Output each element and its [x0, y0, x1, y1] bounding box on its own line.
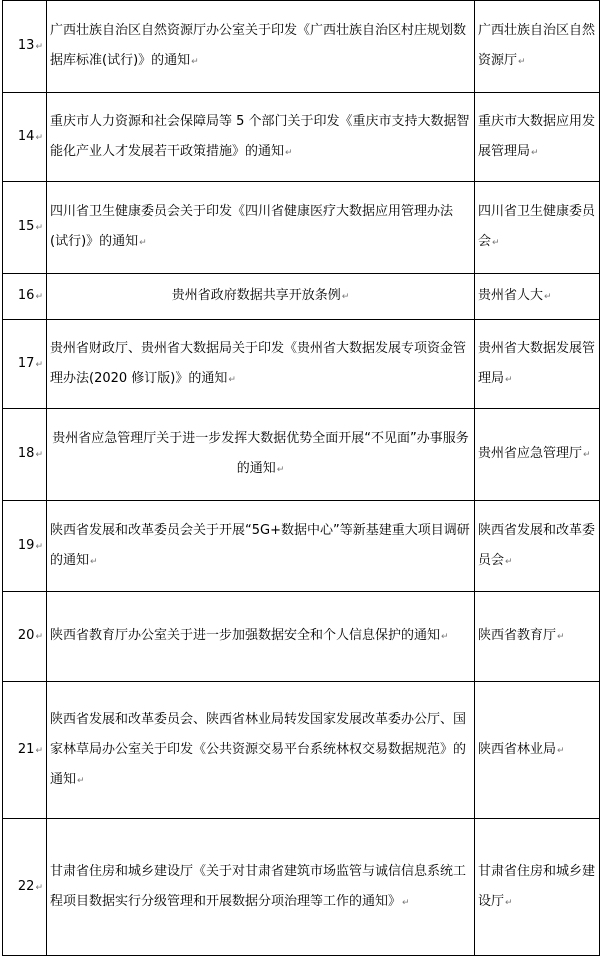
paragraph-mark-icon: ↵: [402, 897, 410, 908]
document-title: [47, 501, 475, 592]
table-row: [3, 819, 600, 956]
issuing-agency-text: 四川省卫生健康委员会: [478, 204, 596, 249]
paragraph-mark-icon: ↵: [35, 541, 43, 552]
row-number: [3, 182, 47, 274]
table-row: [3, 320, 600, 409]
issuing-agency-text: 贵州省大数据发展管理局: [478, 340, 596, 386]
document-title: [47, 93, 475, 182]
document-title: [47, 819, 475, 956]
row-number-text: 19: [17, 537, 35, 553]
paragraph-mark-icon: ↵: [492, 238, 500, 248]
table-row: [3, 501, 600, 592]
paragraph-mark-icon: ↵: [557, 745, 565, 756]
table-body: [3, 1, 600, 956]
issuing-agency-text: 重庆市大数据应用发展管理局: [478, 113, 596, 159]
paragraph-mark-icon: ↵: [35, 882, 43, 893]
paragraph-mark-icon: ↵: [35, 359, 43, 370]
issuing-agency-text: 贵州省应急管理厅: [478, 446, 583, 461]
table-row: [3, 1, 600, 93]
paragraph-mark-icon: ↵: [441, 632, 449, 642]
paragraph-mark-icon: ↵: [505, 556, 513, 567]
row-number-text: 20: [17, 628, 35, 643]
row-number-text: 14: [17, 128, 35, 144]
document-title: [47, 682, 475, 819]
row-number-text: 18: [17, 446, 35, 461]
paragraph-mark-icon: ↵: [35, 450, 43, 460]
table-row: [3, 592, 600, 682]
paragraph-mark-icon: ↵: [35, 223, 43, 233]
document-title-text: 广西壮族自治区自然资源厅办公室关于印发《广西壮族自治区村庄规划数据库标准(试行)》的通知: [50, 23, 467, 68]
table-row: [3, 182, 600, 274]
row-number-text: 17: [17, 355, 35, 371]
row-number-text: 21: [17, 741, 35, 757]
paragraph-mark-icon: ↵: [518, 57, 526, 67]
document-title: [47, 320, 475, 409]
paragraph-mark-icon: ↵: [90, 556, 98, 567]
issuing-agency-text: 陕西省发展和改革委员会: [478, 522, 596, 568]
issuing-agency: [475, 409, 600, 501]
row-number: [3, 592, 47, 682]
row-number: [3, 501, 47, 592]
document-title-text: 陕西省发展和改革委员会、陕西省林业局转发国家发展改革委办公厅、国家林草局办公室关于印发《公共资源交易平台系统林权交易数据规范》的通知: [50, 711, 467, 787]
row-number: [3, 682, 47, 819]
paragraph-mark-icon: ↵: [35, 292, 43, 302]
document-title-text: 贵州省财政厅、贵州省大数据局关于印发《贵州省大数据发展专项资金管理办法(2020 修订版)》的通知: [50, 340, 467, 386]
row-number: [3, 93, 47, 182]
issuing-agency: [475, 182, 600, 274]
paragraph-mark-icon: ↵: [35, 632, 43, 642]
document-title-text: 四川省卫生健康委员会关于印发《四川省健康医疗大数据应用管理办法(试行)》的通知: [50, 204, 454, 249]
paragraph-mark-icon: ↵: [77, 775, 85, 786]
document-title-text: 甘肃省住房和城乡建设厅《关于对甘肃省建筑市场监管与诚信信息系统工程项目数据实行分级管理和开展数据分项治理等工作的通知》: [50, 863, 467, 909]
paragraph-mark-icon: ↵: [583, 450, 591, 460]
document-title: [47, 592, 475, 682]
issuing-agency: [475, 1, 600, 93]
issuing-agency-text: 陕西省教育厅: [478, 628, 557, 643]
issuing-agency-text: 贵州省人大: [478, 288, 544, 303]
document-title-text: 贵州省政府数据共享开放条例: [171, 288, 341, 303]
issuing-agency-text: 甘肃省住房和城乡建设厅: [478, 863, 596, 909]
issuing-agency: [475, 819, 600, 956]
paragraph-mark-icon: ↵: [341, 292, 350, 302]
paragraph-mark-icon: ↵: [228, 374, 236, 385]
issuing-agency: [475, 592, 600, 682]
row-number-text: 16: [17, 288, 35, 303]
issuing-agency: [475, 501, 600, 592]
issuing-agency: [475, 93, 600, 182]
paragraph-mark-icon: ↵: [285, 147, 293, 158]
issuing-agency-text: 广西壮族自治区自然资源厅: [478, 23, 596, 68]
paragraph-mark-icon: ↵: [505, 374, 513, 385]
table-row: [3, 274, 600, 320]
document-title-text: 贵州省应急管理厅关于进一步发挥大数据优势全面开展“不见面”办事服务的通知: [52, 431, 469, 476]
paragraph-mark-icon: ↵: [505, 897, 513, 908]
paragraph-mark-icon: ↵: [531, 147, 539, 158]
row-number-text: 22: [17, 878, 35, 894]
paragraph-mark-icon: ↵: [557, 632, 565, 642]
issuing-agency: [475, 320, 600, 409]
paragraph-mark-icon: ↵: [35, 42, 43, 52]
paragraph-mark-icon: ↵: [276, 465, 285, 475]
row-number: [3, 409, 47, 501]
row-number: [3, 320, 47, 409]
table-row: [3, 409, 600, 501]
document-title: [47, 182, 475, 274]
paragraph-mark-icon: ↵: [35, 132, 43, 143]
issuing-agency: [475, 682, 600, 819]
policy-table: [2, 0, 600, 956]
row-number-text: 15: [17, 219, 35, 234]
document-title-text: 陕西省发展和改革委员会关于开展“5G+数据中心”等新基建重大项目调研的通知: [50, 522, 470, 568]
paragraph-mark-icon: ↵: [544, 292, 552, 302]
paragraph-mark-icon: ↵: [139, 238, 147, 248]
row-number: [3, 1, 47, 93]
document-title: [47, 274, 475, 320]
table-row: [3, 93, 600, 182]
document-title-text: 陕西省教育厅办公室关于进一步加强数据安全和个人信息保护的通知: [50, 628, 441, 643]
paragraph-mark-icon: ↵: [191, 57, 199, 67]
row-number-text: 13: [17, 38, 35, 53]
document-title-text: 重庆市人力资源和社会保障局等 5 个部门关于印发《重庆市支持大数据智能化产业人才发展若干政策措施》的通知: [50, 113, 470, 159]
table-row: [3, 682, 600, 819]
paragraph-mark-icon: ↵: [35, 745, 43, 756]
row-number: [3, 274, 47, 320]
issuing-agency: [475, 274, 600, 320]
document-title: [47, 1, 475, 93]
document-title: [47, 409, 475, 501]
issuing-agency-text: 陕西省林业局: [478, 741, 557, 757]
row-number: [3, 819, 47, 956]
